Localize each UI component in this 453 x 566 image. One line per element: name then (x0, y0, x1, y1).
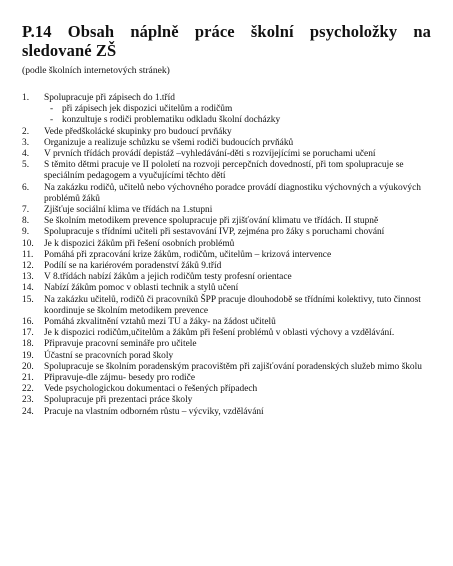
list-item-body (44, 149, 431, 160)
list-item-body (44, 283, 431, 294)
list-item (22, 93, 431, 127)
list-item (22, 205, 431, 216)
dash-bullet: - (50, 104, 54, 115)
list-item-number: 19. (22, 350, 34, 361)
list-item-body (44, 407, 431, 418)
list-item-number: 2. (22, 126, 30, 137)
list-item (22, 272, 431, 283)
list-item-text: Na zakázku rodičů, učitelů nebo výchovného poradce provádí diagnostiku výchovných a výukových problémů žáků (44, 182, 421, 204)
list-item-text: Pomáhá při zpracování krize žákům, rodičům, učitelům – krizová intervence (44, 249, 332, 260)
list-item-body (44, 295, 431, 317)
list-item-text: Účastní se pracovních porad školy (44, 350, 174, 361)
list-item-number: 13. (22, 272, 34, 283)
list-item (22, 138, 431, 149)
list-item-body (44, 160, 431, 182)
list-item (22, 395, 431, 406)
list-item-number: 16. (22, 317, 34, 328)
list-item-text: Spolupracuje při prezentaci práce školy (44, 395, 193, 406)
list-item-body (44, 239, 431, 250)
list-item-number: 9. (22, 227, 30, 238)
list-item (22, 261, 431, 272)
document-subtitle: (podle školních internetových stránek) (22, 65, 170, 76)
list-item-number: 8. (22, 216, 30, 227)
list-item-body (44, 272, 431, 283)
list-item (22, 127, 431, 138)
list-item (22, 239, 431, 250)
list-item-text: S těmito dětmi pracuje ve II pololetí na rozvoji percepčních dovedností, při tom spolupracuje se speciálním pedagogem a vyučujícími těchto dětí (44, 160, 404, 182)
list-item-body (44, 183, 431, 205)
list-item-number: 11. (22, 249, 34, 260)
sub-list-item (50, 104, 431, 115)
list-item (22, 328, 431, 339)
list-item-body (44, 373, 431, 384)
list-item-number: 24. (22, 406, 34, 417)
list-item (22, 373, 431, 384)
list-item (22, 149, 431, 160)
list-item-text: V 8.třídách nabízí žákům a jejich rodičům testy profesní orientace (44, 272, 292, 283)
list-item-body (44, 93, 431, 127)
list-item (22, 227, 431, 238)
list-item-body (44, 351, 431, 362)
list-item (22, 250, 431, 261)
list-item (22, 339, 431, 350)
list-item (22, 407, 431, 418)
sub-list-item-text: konzultuje s rodiči problematiku odkladu školní docházky (62, 115, 281, 126)
list-item-body (44, 227, 431, 238)
sub-list-item-text: při zápisech jek dispozici učitelům a rodičům (62, 104, 233, 115)
list-item (22, 160, 431, 182)
list-item-body (44, 384, 431, 395)
list-item-text: Pracuje na vlastním odborném růstu – výcviky, vzdělávání (44, 406, 264, 417)
list-item-number: 17. (22, 328, 34, 339)
list-item-number: 23. (22, 395, 34, 406)
list-item-text: Vede předškolácké skupinky pro budoucí prvňáky (44, 126, 232, 137)
list-item-text: Spolupracuje s třídními učiteli při sestavování IVP, zejména pro žáky s poruchami chování (44, 227, 385, 238)
list-item-number: 4. (22, 149, 30, 160)
sub-list (44, 104, 431, 126)
list-item-text: Spolupracuje při zápisech do 1.tříd (44, 93, 175, 103)
document-title: P.14 Obsah náplně práce školní psycholožky na sledované ZŠ (22, 22, 431, 60)
dash-bullet: - (50, 115, 54, 126)
list-item-number: 14. (22, 283, 34, 294)
list-item-text: V prvních třídách provádí depistáž –vyhledávání-děti s rozvíjejícími se poruchami učení (44, 149, 376, 160)
list-item (22, 362, 431, 373)
list-item-text: Je k dispozici rodičům,učitelům a žákům při řešení problémů v oblasti výchovy a vzdělávání. (44, 328, 395, 339)
list-item-number: 20. (22, 361, 34, 372)
list-item-text: Nabízí žákům pomoc v oblasti technik a stylů učení (44, 283, 239, 294)
list-item-number: 10. (22, 238, 34, 249)
list-item (22, 183, 431, 205)
list-item (22, 295, 431, 317)
list-item-body (44, 362, 431, 373)
list-item-body (44, 205, 431, 216)
list-item-number: 5. (22, 160, 30, 171)
list-item-text: Pomáhá zkvalitnění vztahů mezi TU a žáky- na žádost učitelů (44, 317, 276, 328)
list-item-body (44, 138, 431, 149)
list-item-number: 18. (22, 339, 34, 350)
list-item-number: 3. (22, 137, 30, 148)
list-item-text: Vede psychologickou dokumentaci o řešených případech (44, 384, 258, 395)
list-item-number: 15. (22, 294, 34, 305)
list-item-body (44, 127, 431, 138)
list-item-number: 6. (22, 182, 30, 193)
list-item-number: 21. (22, 373, 34, 384)
list-item-number: 12. (22, 261, 34, 272)
list-item-text: Spolupracuje se školním poradenským pracovištěm při zajišťování poradenských služeb mimo školu (44, 361, 422, 372)
list-item (22, 216, 431, 227)
list-item-text: Podílí se na kariérovém poradenství žáků 9.tříd (44, 261, 222, 272)
list-item-text: Je k dispozici žákům při řešení osobních problémů (44, 238, 235, 249)
list-item-body (44, 339, 431, 350)
list-item-body (44, 317, 431, 328)
list-item-text: Připravuje-dle zájmu- besedy pro rodiče (44, 373, 195, 384)
task-list (22, 93, 431, 418)
list-item-number: 22. (22, 384, 34, 395)
list-item-text: Se školním metodikem prevence spolupracuje při zjišťování klimatu ve třídách. II stupně (44, 216, 379, 227)
list-item-body (44, 250, 431, 261)
list-item-body (44, 395, 431, 406)
list-item-number: 1. (22, 93, 30, 103)
list-item-text: Připravuje pracovní semináře pro učitele (44, 339, 197, 350)
list-item (22, 384, 431, 395)
list-item (22, 283, 431, 294)
list-item-text: Organizuje a realizuje schůzku se všemi rodiči budoucích prvňáků (44, 137, 294, 148)
list-item-body (44, 261, 431, 272)
list-item-text: Zjišťuje sociální klima ve třídách na 1.stupni (44, 205, 213, 216)
list-item-body (44, 328, 431, 339)
list-item-number: 7. (22, 205, 30, 216)
list-item-text: Na zakázku učitelů, rodičů či pracovníků ŠPP pracuje dlouhodobě se třídními kolektivy, tuto činnost koordinuje se školním metodikem prevence (44, 294, 421, 316)
list-item (22, 351, 431, 362)
list-item-body (44, 216, 431, 227)
list-item (22, 317, 431, 328)
sub-list-item (50, 115, 431, 126)
